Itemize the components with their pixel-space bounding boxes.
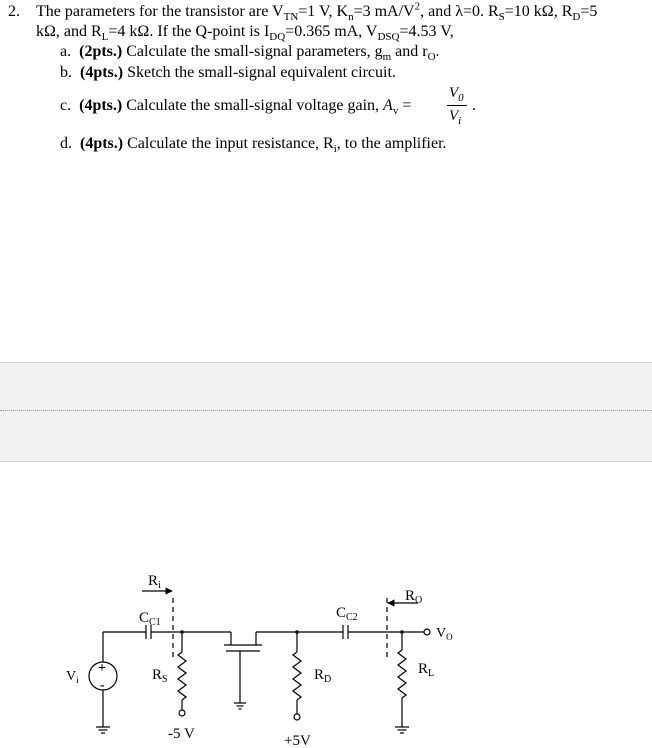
junction-dot-rl xyxy=(400,630,404,634)
label-cc1: $C_{C1}$ xyxy=(139,610,161,628)
label-cc2: $C_{C2}$ xyxy=(336,605,358,623)
part-b-text: Sketch the small-signal equivalent circuit. xyxy=(127,64,396,81)
part-d-points: (4pts.) xyxy=(80,135,124,152)
numerator-v: V xyxy=(449,85,459,101)
line2-sub-vdsq: DSQ xyxy=(377,31,400,44)
output-terminal xyxy=(424,629,430,635)
label-rl: $R_L$ xyxy=(418,661,435,679)
part-c-eq: = xyxy=(402,97,412,114)
line1-sub-rd: D xyxy=(572,11,581,24)
line1-sub-vtn: TN xyxy=(283,11,299,24)
part-a-points: (2pts.) xyxy=(79,43,123,60)
line1-text-6: =5 xyxy=(580,3,598,20)
line1-sup-sq: 2 xyxy=(414,0,421,13)
line2-text-2: =4 kΩ. If the Q-point is I xyxy=(108,23,270,40)
part-c-av: A xyxy=(383,97,393,114)
line1-sub-kn: n xyxy=(348,11,354,24)
line2-text-3: =0.365 mA, V xyxy=(285,23,378,40)
rd-resistor-zigzag xyxy=(293,652,301,700)
part-d-text-2: , to the amplifier. xyxy=(336,135,447,152)
rs-resistor-zigzag xyxy=(178,652,186,700)
part-c-av-sub: v xyxy=(392,105,399,118)
label-ri: $R_i$ xyxy=(148,573,161,591)
part-b-points: (4pts.) xyxy=(80,64,124,81)
numerator-sub: 0 xyxy=(458,92,464,104)
neg-supply-terminal xyxy=(179,710,185,716)
part-a-text-3: . xyxy=(435,43,440,60)
label-ro: $R_O$ xyxy=(405,588,423,606)
part-c-text: Calculate the small-signal voltage gain, xyxy=(126,97,380,114)
source-plus-sign: + xyxy=(98,661,106,676)
label-rd: $R_D$ xyxy=(314,667,332,685)
line1-text-4: , and λ=0. R xyxy=(420,3,499,20)
part-a-letter: a. xyxy=(60,43,72,60)
denominator-v: V xyxy=(449,108,459,124)
line2-text-4: =4.53 V, xyxy=(399,23,454,40)
denominator-sub: i xyxy=(458,115,462,127)
line1-text-5: =10 kΩ, R xyxy=(504,3,573,20)
label-rs: $R_S$ xyxy=(152,667,168,685)
part-a-sub-ro: O xyxy=(427,51,436,64)
part-a-text-2: and r xyxy=(391,43,428,60)
label-vo: $V_O$ xyxy=(436,626,453,642)
part-a-text-1: Calculate the small-signal parameters, g xyxy=(126,43,383,60)
line1-sub-rs: S xyxy=(498,11,505,24)
line2-sub-rl: L xyxy=(101,31,109,44)
part-a-sub-gm: m xyxy=(382,51,392,64)
label-neg-supply: -5 V xyxy=(168,726,195,742)
source-minus-sign: - xyxy=(100,678,105,693)
line2-sub-idq: DQ xyxy=(269,31,286,44)
part-d-sub-ri: i xyxy=(333,143,337,156)
rl-resistor-zigzag xyxy=(398,650,406,698)
line1-text-2: =1 V, K xyxy=(298,3,349,20)
part-b-letter: b. xyxy=(60,64,72,81)
part-d-letter: d. xyxy=(60,135,72,152)
label-pos-supply: +5V xyxy=(284,733,311,748)
label-vi: $V_i$ xyxy=(66,669,79,685)
part-d-text-1: Calculate the input resistance, R xyxy=(127,135,334,152)
line1-text-1: The parameters for the transistor are V xyxy=(36,3,284,20)
line1-text-3: =3 mA/V xyxy=(353,3,415,20)
part-c-points: (4pts.) xyxy=(79,97,123,114)
part-c-letter: c. xyxy=(60,97,72,114)
problem-number: 2. xyxy=(8,3,20,20)
junction-dot-rd xyxy=(295,630,299,634)
part-c-period: . xyxy=(472,97,476,114)
pos-supply-terminal xyxy=(294,714,300,720)
line2-text-1: kΩ, and R xyxy=(36,23,102,40)
junction-dot-rs xyxy=(180,630,184,634)
